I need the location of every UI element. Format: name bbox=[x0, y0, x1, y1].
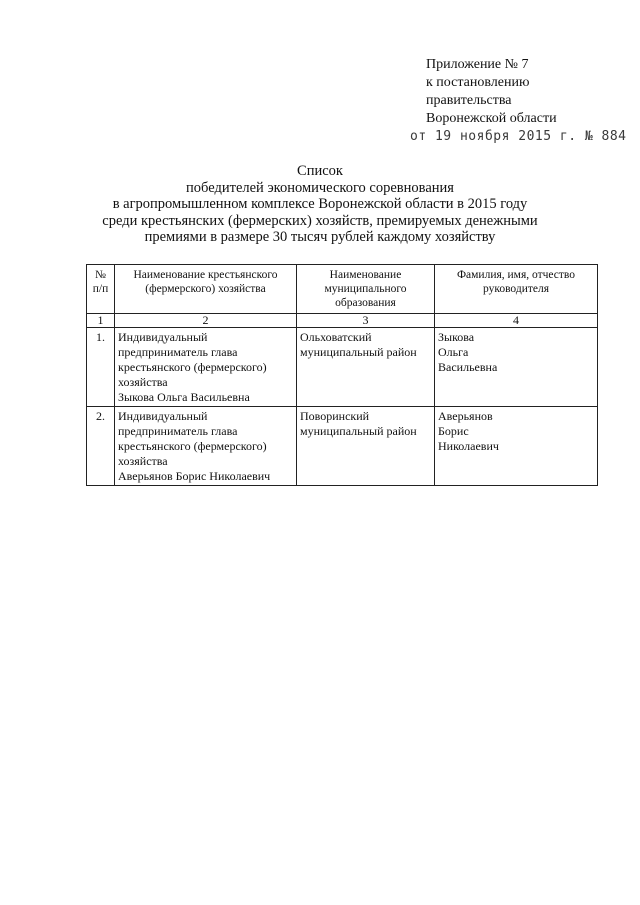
column-number: 3 bbox=[297, 314, 435, 328]
header-farm-name: Наименование крестьянского (фермерского) хозяйства bbox=[115, 265, 297, 314]
document-title bbox=[90, 163, 550, 246]
farm-name-cell bbox=[115, 328, 297, 407]
head-name-line: Аверьянов bbox=[438, 409, 493, 423]
head-name-line: Ольга bbox=[438, 345, 469, 359]
farm-name-line: Зыкова Ольга Васильевна bbox=[118, 390, 250, 404]
title-line: премиями в размере 30 тысяч рублей каждому хозяйству bbox=[144, 229, 496, 245]
title-line: победителей экономического соревнования bbox=[186, 179, 454, 196]
head-name-line: Борис bbox=[438, 424, 469, 438]
row-number: 2. bbox=[87, 407, 115, 486]
appendix-block bbox=[426, 56, 557, 128]
farm-name-line: хозяйства bbox=[118, 375, 168, 389]
header-number: № п/п bbox=[87, 265, 115, 314]
head-name-cell bbox=[435, 328, 598, 407]
municipality-cell: Ольховатский муниципальный район bbox=[297, 328, 435, 407]
column-number: 1 bbox=[87, 314, 115, 328]
farm-name-line: Индивидуальный bbox=[118, 409, 208, 423]
appendix-line: правительства bbox=[426, 93, 512, 108]
row-number: 1. bbox=[87, 328, 115, 407]
head-name-line: Зыкова bbox=[438, 330, 475, 344]
title-line: Список bbox=[297, 163, 343, 179]
farm-name-line: крестьянского (фермерского) bbox=[118, 439, 267, 453]
winners-table bbox=[86, 264, 598, 486]
table-row bbox=[87, 407, 598, 486]
farm-name-cell bbox=[115, 407, 297, 486]
farm-name-line: крестьянского (фермерского) bbox=[118, 360, 267, 374]
column-number: 2 bbox=[115, 314, 297, 328]
farm-name-line: предприниматель глава bbox=[118, 345, 238, 359]
table-row bbox=[87, 328, 598, 407]
resolution-date-stamp: от 19 ноября 2015 г. № 884 bbox=[410, 129, 627, 144]
farm-name-line: хозяйства bbox=[118, 454, 168, 468]
farm-name-line: Аверьянов Борис Николаевич bbox=[118, 469, 271, 483]
column-number: 4 bbox=[435, 314, 598, 328]
head-name-line: Николаевич bbox=[438, 439, 499, 453]
title-line: среди крестьянских (фермерских) хозяйств, премируемых денежными bbox=[102, 212, 538, 229]
title-line: в агропромышленном комплексе Воронежской области в 2015 году bbox=[112, 196, 528, 212]
appendix-line: Воронежской области bbox=[426, 111, 557, 126]
municipality-cell: Поворинский муниципальный район bbox=[297, 407, 435, 486]
appendix-line: к постановлению bbox=[426, 75, 530, 90]
header-head-name: Фамилия, имя, отчество руководителя bbox=[435, 265, 598, 314]
head-name-line: Васильевна bbox=[438, 360, 498, 374]
table-header-row bbox=[87, 265, 598, 314]
farm-name-line: предприниматель глава bbox=[118, 424, 238, 438]
farm-name-line: Индивидуальный bbox=[118, 330, 208, 344]
header-municipality: Наименование муниципального образования bbox=[297, 265, 435, 314]
appendix-line: Приложение № 7 bbox=[426, 57, 529, 72]
head-name-cell bbox=[435, 407, 598, 486]
column-number-row bbox=[87, 314, 598, 328]
